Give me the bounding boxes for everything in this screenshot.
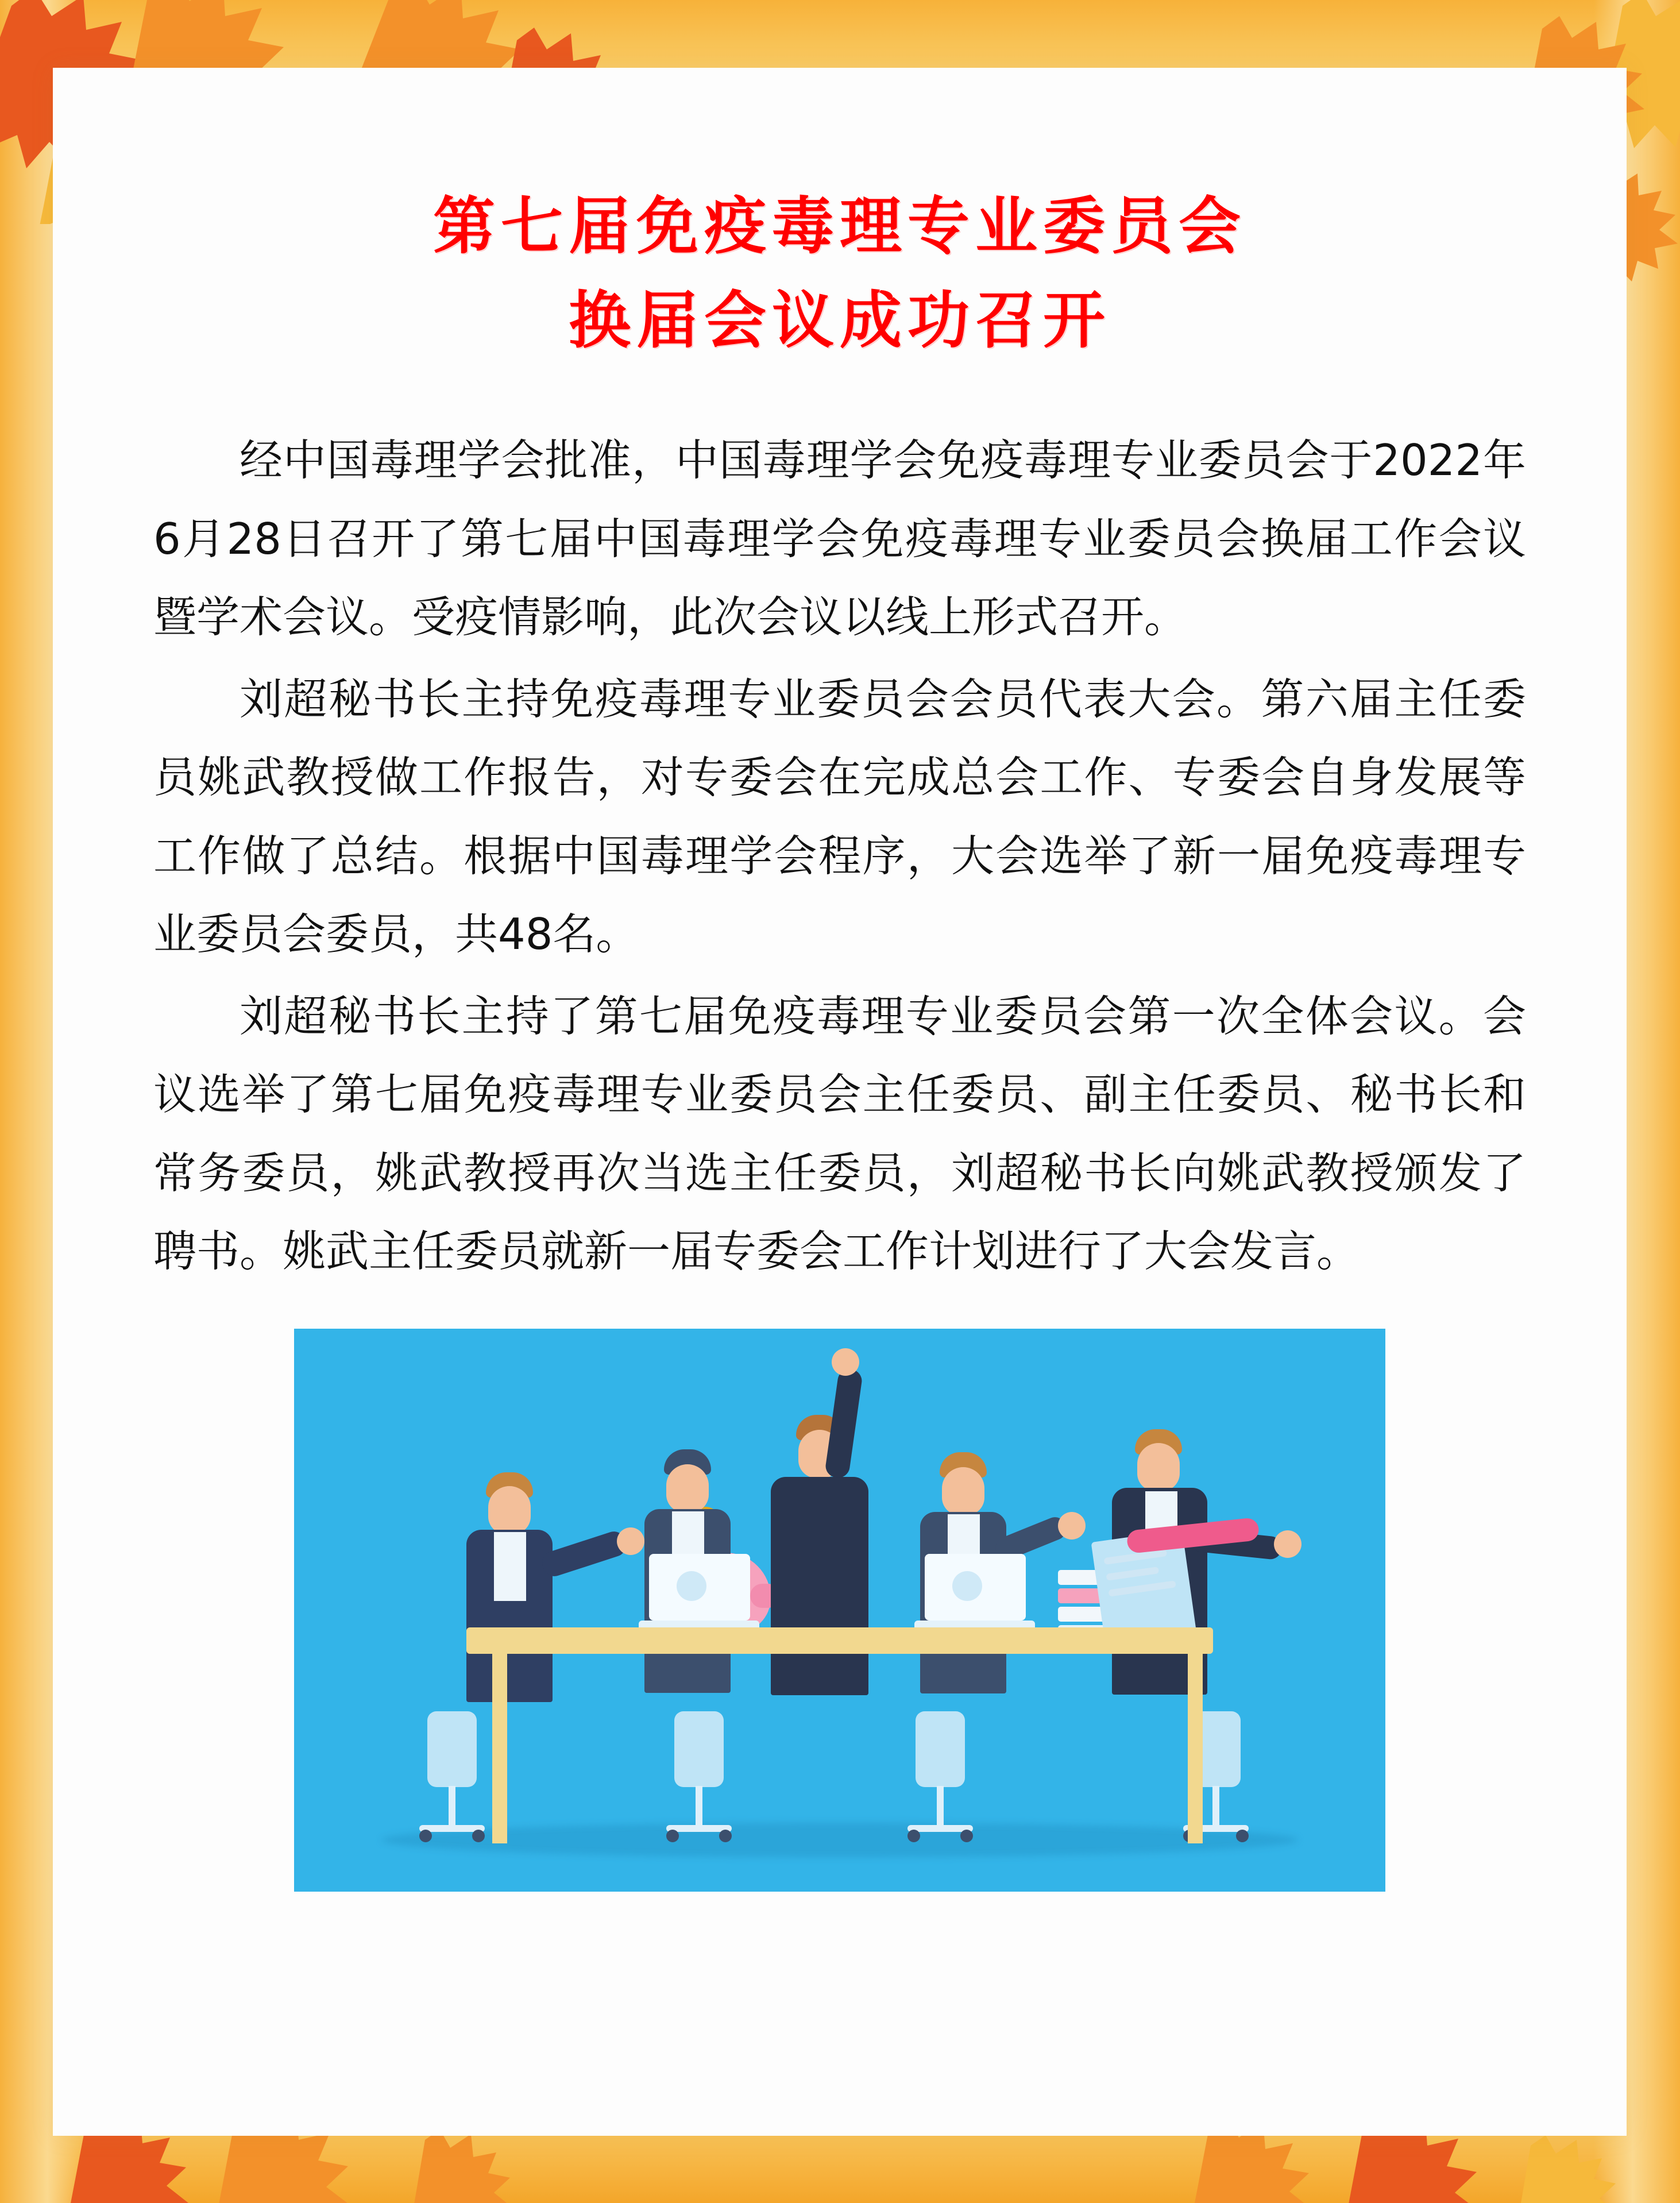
illustration-floor-shadow <box>381 1823 1298 1857</box>
illustration-wrap <box>153 1329 1526 1892</box>
office-chair-icon <box>415 1711 489 1843</box>
page-title <box>53 68 1627 368</box>
office-chair-icon <box>662 1711 736 1843</box>
page-title-line-2: 换届会议成功召开 <box>568 285 1111 357</box>
content-card <box>53 68 1627 2136</box>
paragraph-1: 经中国毒理学会批准，中国毒理学会免疫毒理专业委员会于2022年6月28日召开了第七届中国毒理学会免疫毒理专业委员会换届工作会议暨学术会议。受疫情影响，此次会议以线上形式召开。 <box>153 435 1526 643</box>
table-leg <box>1188 1654 1203 1843</box>
meeting-table <box>466 1627 1213 1654</box>
meeting-illustration <box>294 1329 1385 1892</box>
paragraph-3: 刘超秘书长主持了第七届免疫毒理专业委员会第一次全体会议。会议选举了第七届免疫毒理专业委员会主任委员、副主任委员、秘书长和常务委员，姚武教授再次当选主任委员，刘超秘书长向姚武教授颁发了聘书。姚武主任委员就新一届专委会工作计划进行了大会发言。 <box>153 990 1526 1277</box>
table-leg <box>492 1654 507 1843</box>
office-chair-icon <box>903 1711 978 1843</box>
paragraph-2: 刘超秘书长主持免疫毒理专业委员会会员代表大会。第六届主任委员姚武教授做工作报告，对专委会在完成总会工作、专委会自身发展等工作做了总结。根据中国毒理学会程序，大会选举了新一届免疫毒理专业委员会委员，共48名。 <box>153 673 1526 960</box>
page-title-line-1: 第七届免疫毒理专业委员会 <box>432 191 1246 263</box>
article-body <box>53 368 1627 1892</box>
